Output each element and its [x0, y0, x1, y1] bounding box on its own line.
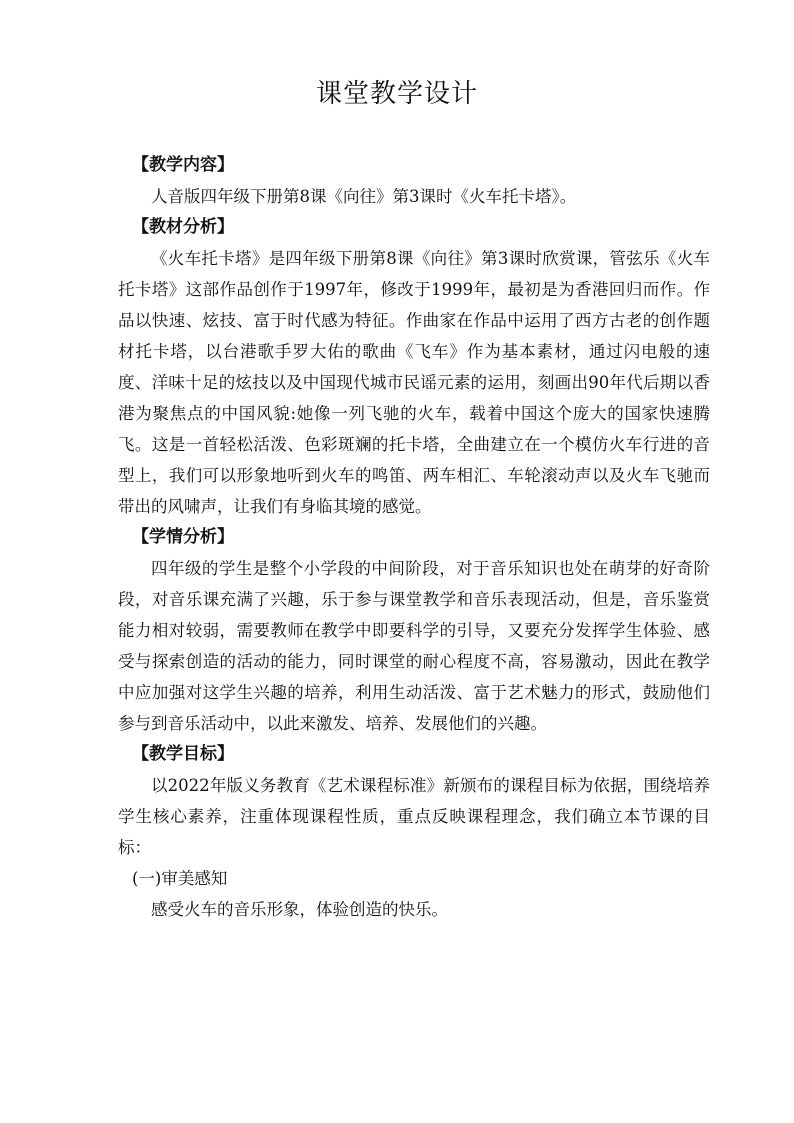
section-teaching-goals: [118, 739, 710, 925]
document-body: [118, 150, 710, 925]
paragraph: 人音版四年级下册第8课《向往》第3课时《火车托卡塔》。: [151, 187, 577, 206]
paragraph: 四年级的学生是整个小学段的中间阶段，对于音乐知识也处在萌芽的好奇阶段，对音乐课充满了兴趣，乐于参与课堂教学和音乐表现活动，但是，音乐鉴赏能力相对较弱，需要教师在教学中即要科学的引导，又要充分发挥学生体验、感受与探索创造的活动的能力，同时课堂的耐心程度不高，容易激动，因此在教学中应加强对这学生兴趣的培养，利用生动活泼、富于艺术魅力的形式，鼓励他们参与到音乐活动中，以此来激发、培养、发展他们的兴趣。: [118, 559, 710, 733]
section-heading: 【教学目标】: [132, 744, 234, 764]
section-heading: 【教学内容】: [132, 155, 234, 175]
paragraph: 《火车托卡塔》是四年级下册第8课《向往》第3课时欣赏课，管弦乐《火车托卡塔》这部作品创作于1997年，修改于1999年，最初是为香港回归而作。作品以快速、炫技、富于时代感为特征。作曲家在作品中运用了西方古老的创作题材托卡塔，以台港歌手罗大佑的歌曲《飞车》作为基本素材，通过闪电般的速度、洋味十足的炫技以及中国现代城市民谣元素的运用，刻画出90年代后期以香港为聚焦点的中国风貌:她像一列飞驰的火车，载着中国这个庞大的国家快速腾飞。这是一首轻松活泼、色彩斑斓的托卡塔，全曲建立在一个模仿火车行进的音型上，我们可以形象地听到火车的鸣笛、两车相汇、车轮滚动声以及火车飞驰而带出的风啸声，让我们有身临其境的感觉。: [118, 249, 710, 516]
paragraph: 感受火车的音乐形象，体验创造的快乐。: [151, 900, 448, 919]
section-material-analysis: [118, 212, 710, 522]
subsection-heading: (一)审美感知: [132, 869, 228, 888]
section-heading: 【教材分析】: [132, 217, 234, 237]
section-heading: 【学情分析】: [132, 527, 234, 547]
page-title: 课堂教学设计: [315, 79, 478, 109]
section-teaching-content: [118, 150, 710, 212]
paragraph: 以2022年版义务教育《艺术课程标准》新颁布的课程目标为依据，围绕培养学生核心素养，注重体现课程性质，重点反映课程理念，我们确立本节课的目标：: [118, 776, 710, 857]
section-student-analysis: [118, 522, 710, 739]
